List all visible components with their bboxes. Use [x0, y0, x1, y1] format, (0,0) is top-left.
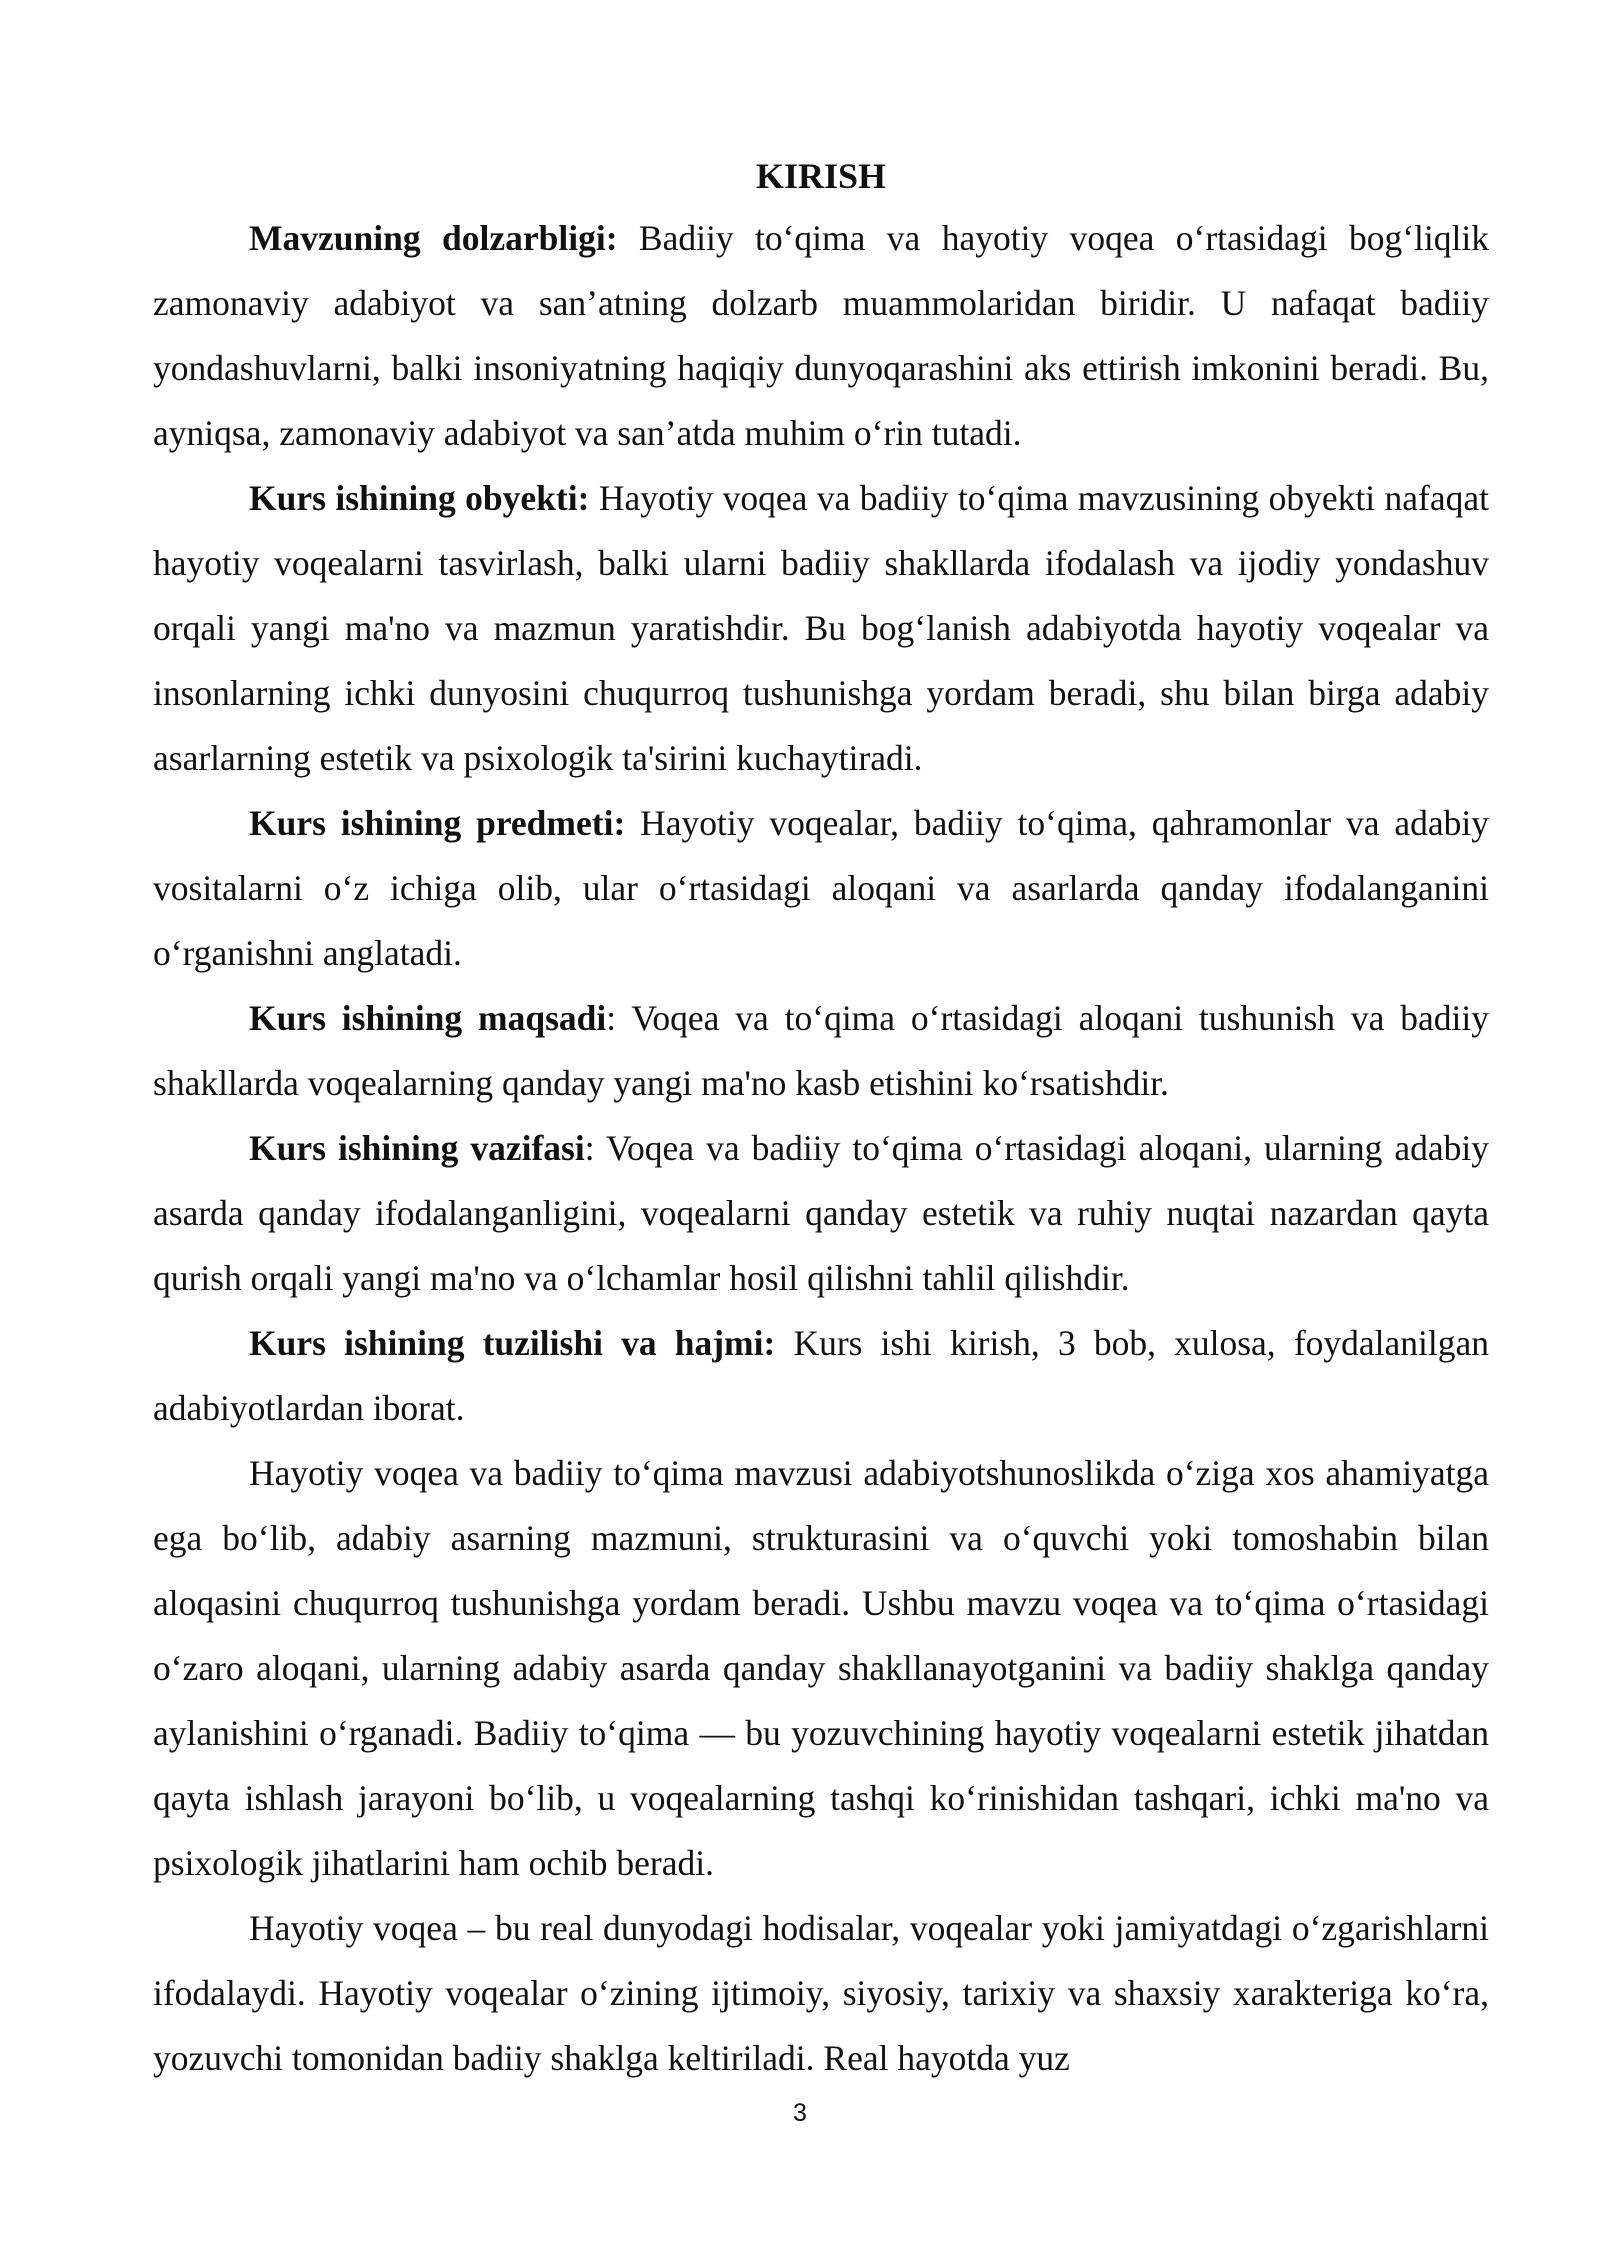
paragraph-label: Kurs ishining tuzilishi va hajmi: [249, 1323, 776, 1363]
paragraph-structure [153, 1311, 1489, 1441]
paragraph-body-fiction [153, 1441, 1489, 1896]
paragraph-object [153, 466, 1489, 791]
paragraph-text: : Voqea va to‘qima o‘rtasidagi aloqani tushunish va badiiy shakllarda voqealarning qanday yangi ma'no kasb etishini ko‘rsatishdir. [153, 998, 1489, 1103]
paragraph-text: Hayotiy voqea va badiiy to‘qima mavzusining obyekti nafaqat hayotiy voqealarni tasvirlash, balki ularni badiiy shakllarda ifodalash va ijodiy yondashuv orqali yangi ma'no va mazmun yaratishdir. Bu bog‘lanish adabiyotda hayotiy voqealar va insonlarning ichki dunyosini chuqurroq tushunishga yordam beradi, shu bilan birga adabiy asarlarning estetik va psixologik ta'sirini kuchaytiradi. [153, 478, 1489, 778]
paragraph-text: Hayotiy voqea va badiiy to‘qima mavzusi adabiyotshunoslikda o‘ziga xos ahamiyatga ega bo‘lib, adabiy asarning mazmuni, strukturasini va o‘quvchi yoki tomoshabin bilan aloqasini chuqurroq tushunishga yordam beradi. Ushbu mavzu voqea va to‘qima o‘rtasidagi o‘zaro aloqani, ularning adabiy asarda qanday shakllanayotganini va badiiy shaklga qanday aylanishini o‘rganadi. Badiiy to‘qima — bu yozuvchining hayotiy voqealarni estetik jihatdan qayta ishlash jarayoni bo‘lib, u voqealarning tashqi ko‘rinishidan tashqari, ichki ma'no va psixologik jihatlarini ham ochib beradi. [153, 1453, 1489, 1883]
paragraph-subject [153, 791, 1489, 986]
paragraph-text: Kurs ishi kirish, 3 bob, xulosa, foydalanilgan adabiyotlardan iborat. [153, 1323, 1490, 1428]
paragraph-text: Hayotiy voqea – bu real dunyodagi hodisalar, voqealar yoki jamiyatdagi o‘zgarishlarni ifodalaydi. Hayotiy voqealar o‘zining ijtimoiy, siyosiy, tarixiy va shaxsiy xarakteriga ko‘ra, yozuvchi tomonidan badiiy shaklga keltiriladi. Real hayotda yuz [153, 1908, 1489, 2078]
paragraph-text: : Voqea va badiiy to‘qima o‘rtasidagi aloqani, ularning adabiy asarda qanday ifodalanganligini, voqealarni qanday estetik va ruhiy nuqtai nazardan qayta qurish orqali yangi ma'no va o‘lchamlar hosil qilishni tahlil qilishdir. [153, 1128, 1489, 1298]
paragraph-label: Kurs ishining vazifasi [249, 1128, 585, 1168]
paragraph-label: Mavzuning dolzarbligi: [249, 218, 618, 258]
page-content [153, 146, 1489, 2091]
paragraph-text: Hayotiy voqealar, badiiy to‘qima, qahramonlar va adabiy vositalarni o‘z ichiga olib, ular o‘rtasidagi aloqani va asarlarda qanday ifodalanganini o‘rganishni anglatadi. [153, 803, 1489, 973]
paragraph-tasks [153, 1116, 1489, 1311]
paragraph-text: Badiiy to‘qima va hayotiy voqea o‘rtasidagi bog‘liqlik zamonaviy adabiyot va san’atning dolzarb muammolaridan biridir. U nafaqat badiiy yondashuvlarni, balki insoniyatning haqiqiy dunyoqarashini aks ettirish imkonini beradi. Bu, ayniqsa, zamonaviy adabiyot va san’atda muhim o‘rin tutadi. [153, 218, 1489, 453]
paragraph-label: Kurs ishining predmeti: [249, 803, 626, 843]
paragraph-label: Kurs ishining obyekti: [249, 478, 590, 518]
page-title: KIRISH [755, 156, 887, 196]
paragraph-aim [153, 986, 1489, 1116]
paragraph-body-event [153, 1896, 1489, 2091]
paragraph-relevance [153, 206, 1489, 466]
paragraph-label: Kurs ishining maqsadi [249, 998, 607, 1038]
page-number: 3 [793, 2099, 807, 2127]
